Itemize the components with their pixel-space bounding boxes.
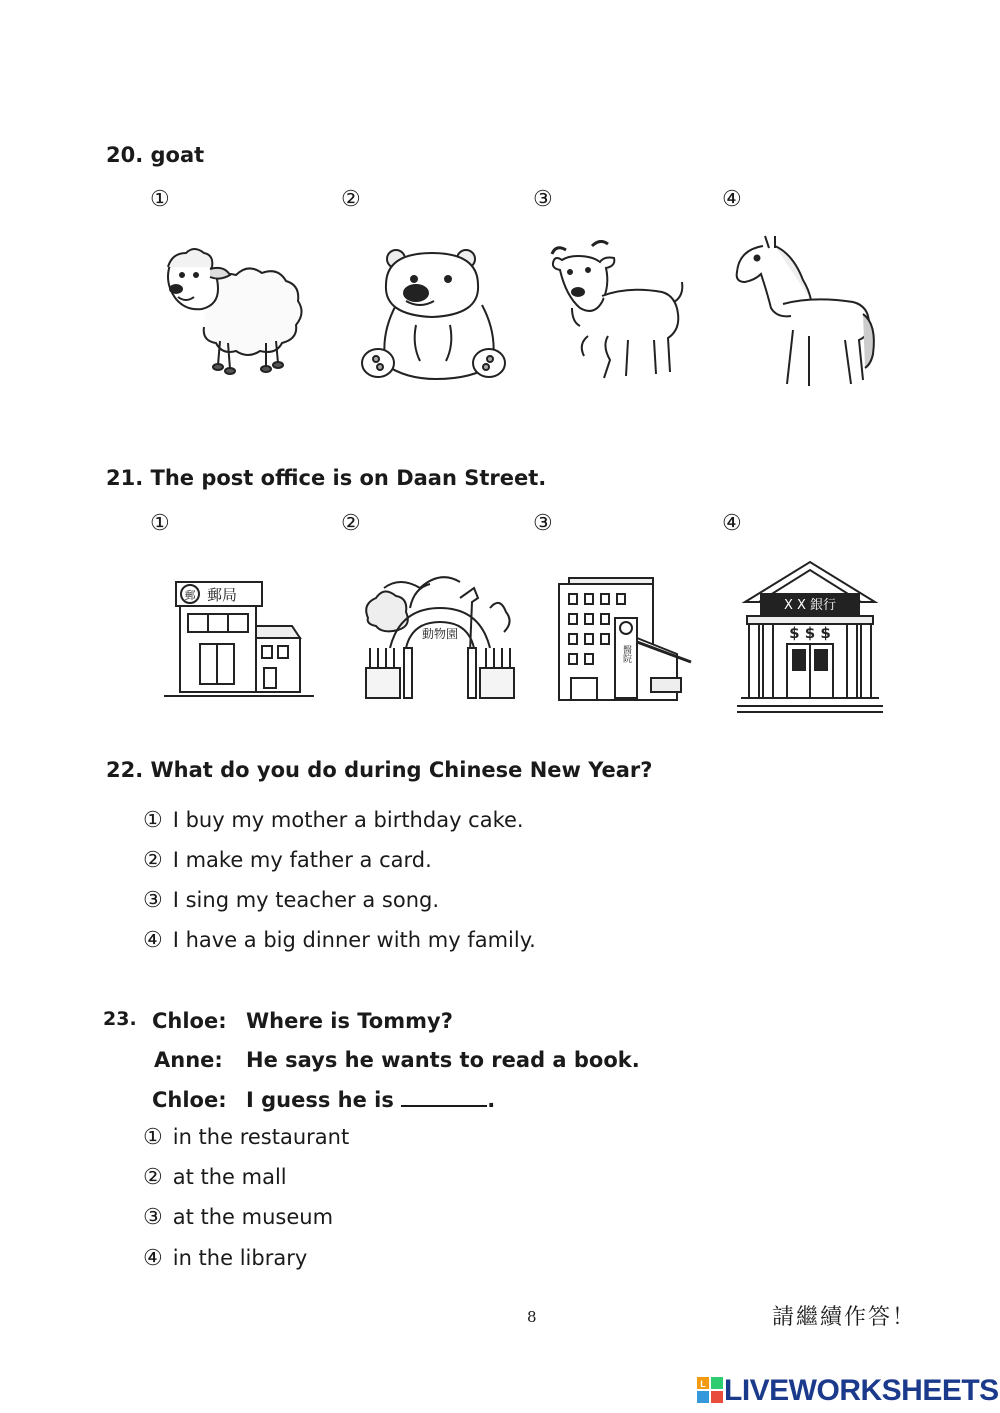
- hospital-image: [555, 568, 695, 708]
- goat-image: [548, 240, 688, 390]
- q22-option-4-text: I have a big dinner with my family.: [172, 928, 536, 952]
- q22-option-1[interactable]: [143, 808, 524, 833]
- q23-answer-blank[interactable]: [401, 1087, 487, 1107]
- q23-option-2[interactable]: [143, 1165, 287, 1190]
- q22-option-3-text: I sing my teacher a song.: [172, 888, 440, 912]
- q22-option-1-mark: ①: [143, 808, 163, 833]
- q21-mark-4[interactable]: ④: [722, 511, 742, 536]
- q23-dialogue-3-line: I guess he is: [246, 1088, 394, 1112]
- q20-mark-4[interactable]: ④: [722, 187, 742, 212]
- logo-letter-l: L: [700, 1379, 706, 1389]
- q21-mark-3[interactable]: ③: [533, 511, 553, 536]
- q23-dialogue-3-tail: .: [487, 1088, 496, 1112]
- zoo-image: [360, 568, 520, 708]
- q23-option-2-mark: ②: [143, 1165, 163, 1190]
- q20-mark-3[interactable]: ③: [533, 187, 553, 212]
- q23-dialogue-3: [152, 1087, 495, 1112]
- bank-money-text: $ $ $: [789, 624, 831, 642]
- zoo-sign-text: 動物園: [421, 627, 459, 641]
- q20-mark-1[interactable]: ①: [150, 187, 170, 212]
- q22-option-4-mark: ④: [143, 928, 163, 953]
- q23-dialogue-1-speaker: Chloe:: [152, 1009, 227, 1033]
- q22-option-3[interactable]: [143, 888, 439, 913]
- liveworksheets-brand[interactable]: LIVEWORKSHEETS: [724, 1374, 999, 1407]
- page-number: 8: [527, 1308, 537, 1326]
- post-office-logo-text: 郵: [184, 589, 196, 602]
- bank-image: [737, 558, 883, 718]
- q23-option-4[interactable]: [143, 1246, 307, 1271]
- horse-image: [735, 232, 883, 394]
- q23-option-3-mark: ③: [143, 1205, 163, 1230]
- q22-option-2-text: I make my father a card.: [172, 848, 432, 872]
- q23-number: 23.: [103, 1008, 137, 1030]
- q22-option-1-text: I buy my mother a birthday cake.: [172, 808, 524, 832]
- q21-mark-2[interactable]: ②: [341, 511, 361, 536]
- q22-option-2[interactable]: [143, 848, 432, 873]
- q23-dialogue-2-line: He says he wants to read a book.: [246, 1048, 640, 1072]
- q23-option-3-text: at the museum: [172, 1205, 334, 1229]
- q20-title: 20. goat: [106, 143, 205, 167]
- q21-mark-1[interactable]: ①: [150, 511, 170, 536]
- q22-option-2-mark: ②: [143, 848, 163, 873]
- q21-title: 21. The post office is on Daan Street.: [106, 466, 547, 490]
- q22-option-4[interactable]: [143, 928, 536, 953]
- q23-option-2-text: at the mall: [172, 1165, 287, 1189]
- q23-option-1[interactable]: [143, 1125, 349, 1150]
- q23-option-1-text: in the restaurant: [172, 1125, 350, 1149]
- q20-mark-2[interactable]: ②: [341, 187, 361, 212]
- q23-dialogue-2: [154, 1048, 640, 1072]
- bear-image: [356, 245, 511, 383]
- liveworksheets-logo-icon: [697, 1377, 723, 1403]
- post-office-sign-text: 郵局: [206, 586, 238, 604]
- q22-title: 22. What do you do during Chinese New Year?: [106, 758, 653, 782]
- q22-option-3-mark: ③: [143, 888, 163, 913]
- q23-option-3[interactable]: [143, 1205, 333, 1230]
- bank-sign-text: X X 銀行: [783, 598, 837, 613]
- continue-note: 請繼續作答！: [772, 1305, 917, 1330]
- q23-option-1-mark: ①: [143, 1125, 163, 1150]
- sheep-image: [158, 245, 308, 380]
- q23-dialogue-1-line: Where is Tommy?: [246, 1009, 453, 1033]
- q23-dialogue-3-speaker: Chloe:: [152, 1088, 227, 1112]
- q23-option-4-mark: ④: [143, 1246, 163, 1271]
- hospital-sign-text: 醫院: [621, 645, 631, 663]
- post-office-image: [164, 576, 314, 706]
- q23-dialogue-2-speaker: Anne:: [154, 1048, 223, 1072]
- q23-option-4-text: in the library: [172, 1246, 308, 1270]
- q23-dialogue-1: [152, 1009, 453, 1033]
